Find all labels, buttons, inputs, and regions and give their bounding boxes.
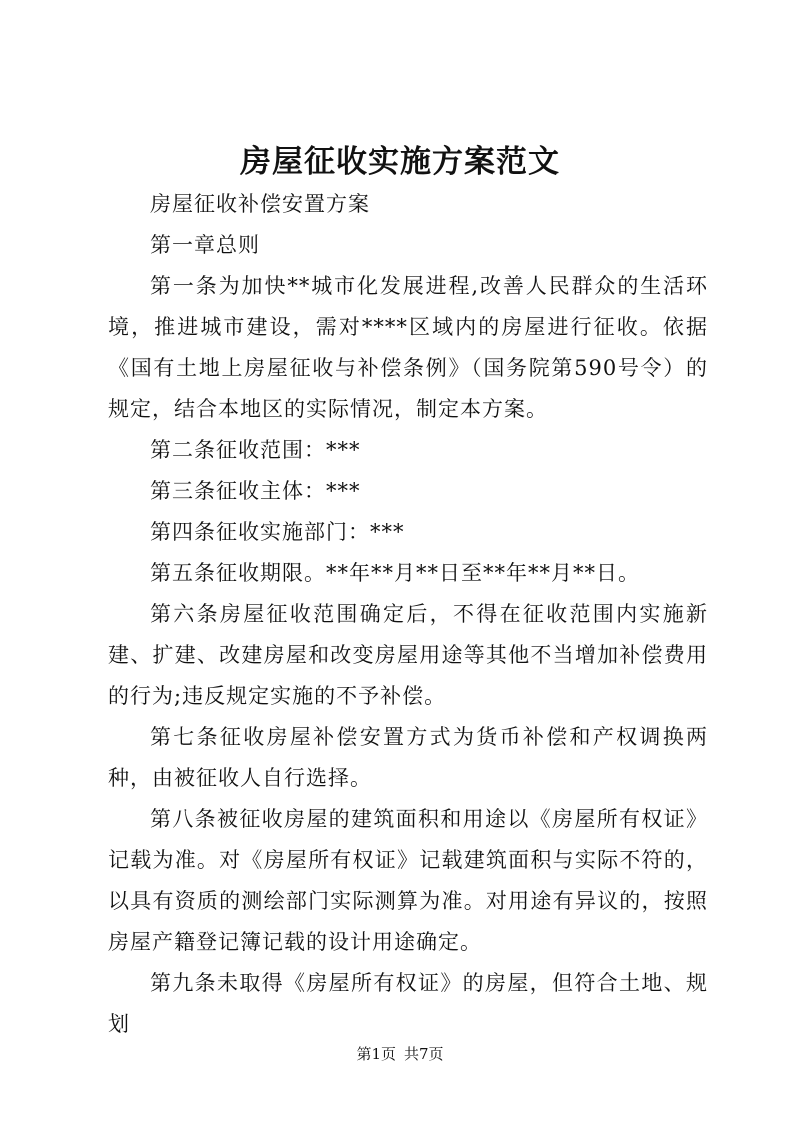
page-total: 共7页 [404,1045,444,1063]
page-number: 第1页 [356,1045,396,1063]
paragraph-article-4: 第四条征收实施部门：*** [150,520,405,544]
paragraph-article-9: 第九条未取得《房屋所有权证》的房屋，但符合土地、规划 [108,971,708,1036]
document-title: 房屋征收实施方案范文 [240,144,560,180]
paragraph-article-1: 第一条为加快**城市化发展进程,改善人民群众的生活环境，推进城市建设，需对****区域内的房屋进行征收。依据《国有土地上房屋征收与补偿条例》（国务院第590号令）的规定，结合本地区的实际情况，制定本方案。 [108,274,708,421]
paragraph-article-2: 第二条征收范围：*** [150,438,361,462]
paragraph-article-5: 第五条征收期限。**年**月**日至**年**月**日。 [150,561,640,585]
paragraph-article-3: 第三条征收主体：*** [150,479,361,503]
paragraph-article-8: 第八条被征收房屋的建筑面积和用途以《房屋所有权证》记载为准。对《房屋所有权证》记载建筑面积与实际不符的，以具有资质的测绘部门实际测算为准。对用途有异议的，按照房屋产籍登记簿记载的设计用途确定。 [108,807,708,954]
paragraph-article-6: 第六条房屋征收范围确定后，不得在征收范围内实施新建、扩建、改建房屋和改变房屋用途等其他不当增加补偿费用的行为;违反规定实施的不予补偿。 [108,602,708,708]
paragraph-article-7: 第七条征收房屋补偿安置方式为货币补偿和产权调换两种，由被征收人自行选择。 [108,725,708,790]
paragraph-chapter-heading: 第一章总则 [150,233,260,257]
page-footer [0,1043,800,1065]
paragraph-subtitle: 房屋征收补偿安置方案 [150,192,370,216]
document-body [108,184,708,1045]
